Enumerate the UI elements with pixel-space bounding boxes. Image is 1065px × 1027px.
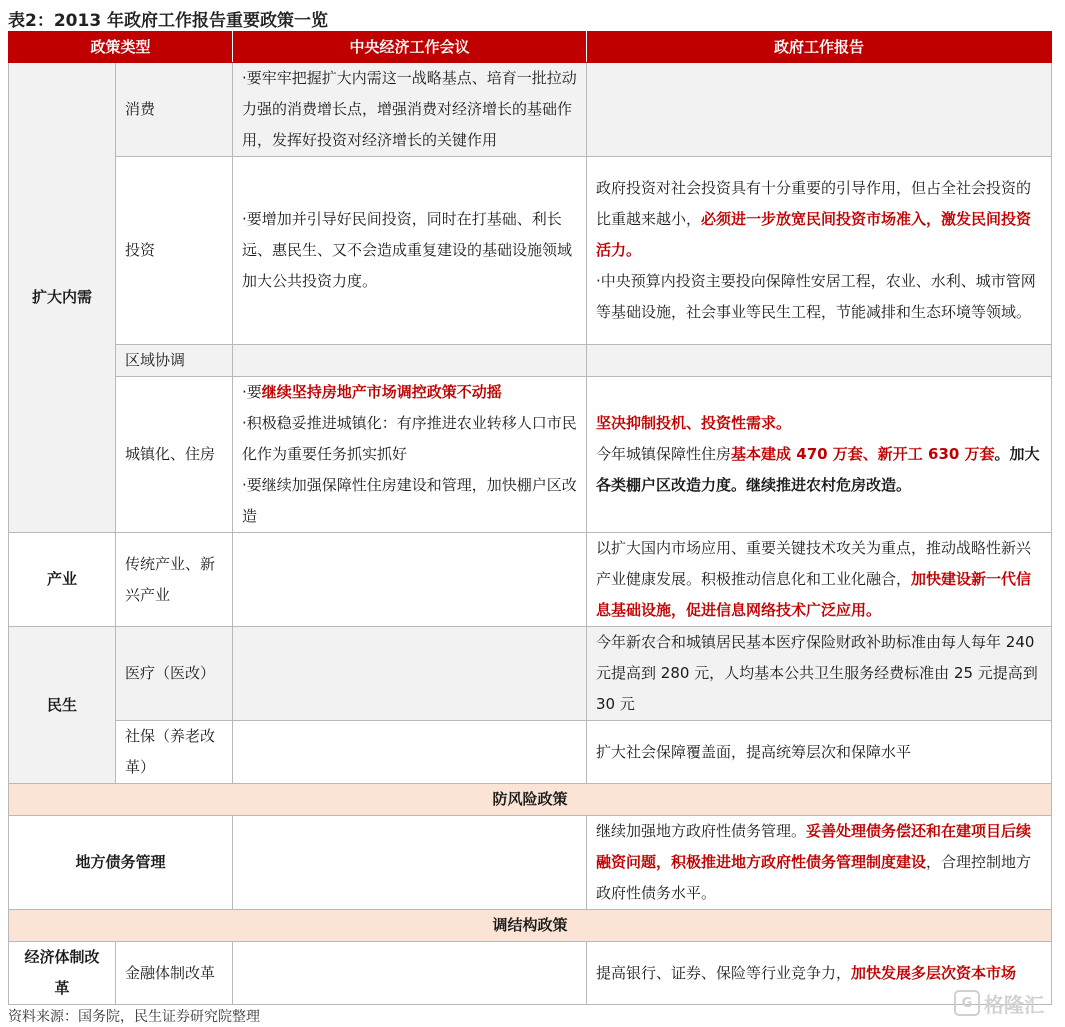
subcategory-regional: 区域协调	[116, 345, 233, 377]
table-header-row	[9, 32, 1052, 63]
report-highlight: 基本建成 470 万套、新开工 630 万套	[731, 445, 995, 463]
conference-cell	[233, 345, 587, 377]
table-row	[9, 942, 1052, 1005]
policy-table	[8, 31, 1052, 1005]
table-row	[9, 63, 1052, 157]
conference-cell: ·要牢牢把握扩大内需这一战略基点、培育一批拉动力强的消费增长点，增强消费对经济增长的基础作用，发挥好投资对经济增长的关键作用	[233, 63, 587, 157]
header-central-conference: 中央经济工作会议	[233, 32, 587, 63]
table-row	[9, 377, 1052, 533]
report-cell	[587, 157, 1052, 345]
logo-icon: G	[954, 990, 980, 1016]
subcategory-investment: 投资	[116, 157, 233, 345]
table-title: 表2：2013 年政府工作报告重要政策一览	[8, 11, 329, 31]
watermark-logo	[954, 987, 1054, 1019]
table-row	[9, 157, 1052, 345]
section-restructuring: 调结构政策	[9, 910, 1052, 942]
report-cell	[587, 533, 1052, 627]
source-note: 资料来源：国务院，民生证券研究院整理	[8, 1009, 260, 1025]
report-cell	[587, 63, 1052, 157]
report-highlight: 加快建设新一代信息基础设施，促进信息网络技术广泛应用。	[596, 570, 1032, 619]
report-cell	[587, 377, 1052, 533]
conference-cell	[233, 942, 587, 1005]
report-text: 以扩大国内市场应用、重要关键技术攻关为重点，推动战略性新兴产业健康发展。积极推动信息化和工业化融合，	[596, 539, 1032, 588]
section-row	[9, 784, 1052, 816]
subcategory-financial-reform: 金融体制改革	[116, 942, 233, 1005]
conference-cell	[233, 721, 587, 784]
conference-cell	[233, 816, 587, 910]
table-row	[9, 816, 1052, 910]
report-highlight: 坚决抑制投机、投资性需求。	[596, 414, 792, 432]
conference-cell	[233, 627, 587, 721]
report-highlight: 必须进一步放宽民间投资市场准入，激发民间投资活力。	[596, 210, 1032, 259]
table-row	[9, 533, 1052, 627]
section-row	[9, 910, 1052, 942]
report-text: 继续加强地方政府性债务管理。	[596, 822, 807, 840]
category-local-debt: 地方债务管理	[9, 816, 233, 910]
header-gov-report: 政府工作报告	[587, 32, 1052, 63]
report-cell: 扩大社会保障覆盖面，提高统筹层次和保障水平	[587, 721, 1052, 784]
report-text: 政府投资对社会投资具有十分重要的引导作用，但占全社会投资的比重越来越小，	[596, 179, 1032, 228]
subcategory-medical: 医疗（医改）	[116, 627, 233, 721]
category-expand-demand: 扩大内需	[9, 63, 116, 533]
subcategory-social-security: 社保（养老改革）	[116, 721, 233, 784]
report-text-bold: 。加大各类棚户区改造力度。继续推进农村危房改造。	[596, 445, 1040, 494]
report-text: 今年城镇保障性住房	[596, 445, 732, 463]
category-economic-reform: 经济体制改革	[9, 942, 116, 1005]
conference-cell	[233, 377, 587, 533]
table-row	[9, 627, 1052, 721]
report-cell	[587, 345, 1052, 377]
subcategory-consumption: 消费	[116, 63, 233, 157]
watermark-text: 格隆汇	[984, 992, 1044, 1017]
subcategory-urbanization: 城镇化、住房	[116, 377, 233, 533]
conference-text: ·要	[242, 383, 262, 401]
table-row	[9, 721, 1052, 784]
subcategory-industry: 传统产业、新兴产业	[116, 533, 233, 627]
report-highlight: 加快发展多层次资本市场	[851, 963, 1017, 982]
report-highlight: 妥善处理债务偿还和在建项目后续融资问题，积极推进地方政府性债务管理制度建设	[596, 822, 1032, 871]
report-cell	[587, 816, 1052, 910]
table-row	[9, 345, 1052, 377]
report-cell: 今年新农合和城镇居民基本医疗保险财政补助标准由每人每年 240 元提高到 280 元，人均基本公共卫生服务经费标准由 25 元提高到 30 元	[587, 627, 1052, 721]
report-text: ，合理控制地方政府性债务水平。	[596, 853, 1032, 902]
category-livelihood: 民生	[9, 627, 116, 784]
report-text: ·中央预算内投资主要投向保障性安居工程，农业、水利、城市管网等基础设施，社会事业等民生工程，节能减排和生态环境等领域。	[596, 272, 1036, 321]
conference-text: ·积极稳妥推进城镇化：有序推进农业转移人口市民化作为重要任务抓实抓好	[242, 414, 577, 463]
category-industry: 产业	[9, 533, 116, 627]
conference-cell	[233, 533, 587, 627]
conference-highlight: 继续坚持房地产市场调控政策不动摇	[261, 383, 502, 401]
report-text: 提高银行、证券、保险等行业竞争力，	[596, 963, 852, 982]
header-policy-type: 政策类型	[9, 32, 233, 63]
conference-cell: ·要增加并引导好民间投资，同时在打基础、利长远、惠民生、又不会造成重复建设的基础设施领域加大公共投资力度。	[233, 157, 587, 345]
section-risk-prevention: 防风险政策	[9, 784, 1052, 816]
conference-text: ·要继续加强保障性住房建设和管理，加快棚户区改造	[242, 476, 577, 525]
